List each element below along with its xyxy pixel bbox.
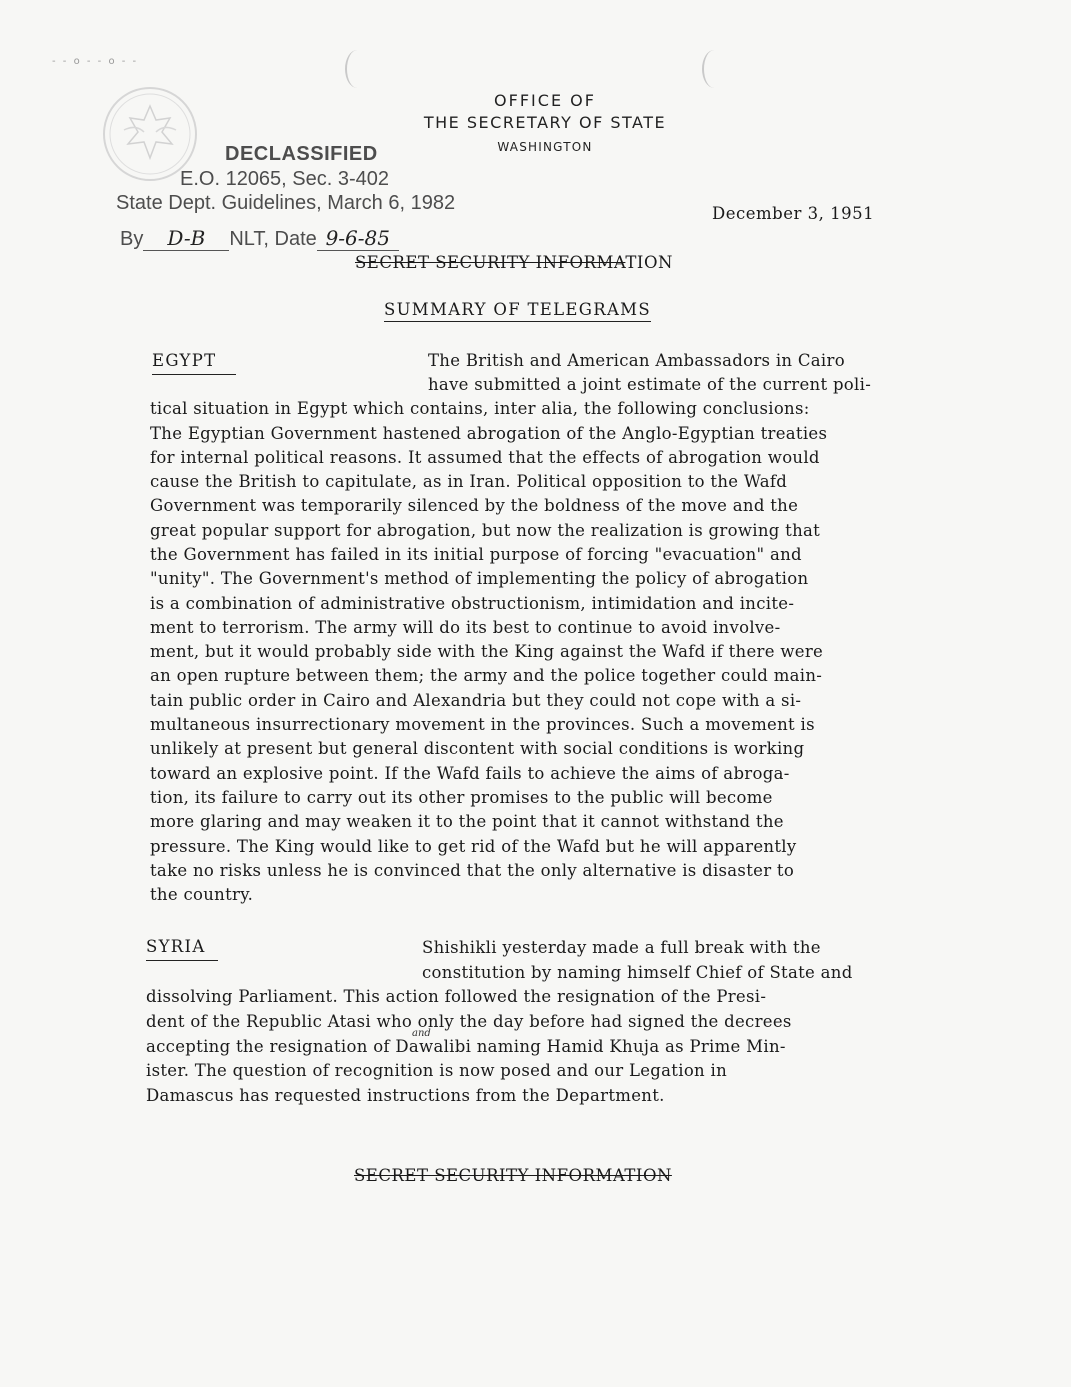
text-line: dent of the Republic Atasi who only the day before had signed the decrees: [146, 1012, 792, 1031]
text-line: accepting the resignation of Dawalibi naming Hamid Khuja as Prime Min-: [146, 1037, 786, 1056]
text-line: Shishikli yesterday made a full break with the: [422, 938, 821, 957]
text-line: is a combination of administrative obstructionism, intimidation and incite-: [150, 594, 795, 613]
text-line: more glaring and may weaken it to the point that it cannot withstand the: [150, 812, 784, 831]
text-line: The British and American Ambassadors in Cairo: [428, 351, 845, 370]
text-line: The Egyptian Government hastened abrogation of the Anglo-Egyptian treaties: [150, 424, 828, 443]
text-line: multaneous insurrectionary movement in the provinces. Such a movement is: [150, 715, 815, 734]
text-line: the Government has failed in its initial purpose of forcing "evacuation" and: [150, 545, 802, 564]
text-line: ment, but it would probably side with the King against the Wafd if there were: [150, 642, 824, 661]
section-heading-syria: SYRIA: [146, 937, 218, 961]
text-line: cause the British to capitulate, as in Iran. Political opposition to the Wafd: [150, 472, 788, 491]
stamp-by-initials: D-B: [143, 226, 229, 251]
document-date: December 3, 1951: [712, 204, 875, 223]
text-line: take no risks unless he is convinced that the only alternative is disaster to: [150, 861, 795, 880]
text-line: Damascus has requested instructions from the Department.: [146, 1086, 665, 1105]
stamp-by-label: By: [120, 228, 144, 250]
letterhead-secretary: THE SECRETARY OF STATE: [423, 113, 667, 132]
handwritten-insert: and: [412, 1028, 431, 1039]
classification-top: [355, 253, 673, 272]
text-line: great popular support for abrogation, but now the realization is growing that: [150, 521, 821, 540]
text-line: the country.: [150, 885, 254, 904]
stamp-signoff: [120, 226, 399, 251]
punch-hole-left: [345, 50, 369, 88]
text-line: for internal political reasons. It assumed that the effects of abrogation would: [150, 448, 820, 467]
text-line: pressure. The King would like to get rid of the Wafd but he will apparently: [150, 837, 797, 856]
text-line: ment to terrorism. The army will do its best to continue to avoid involve-: [150, 618, 781, 637]
punch-hole-right: [702, 50, 726, 88]
text-line: "unity". The Government's method of implementing the policy of abrogation: [150, 569, 809, 588]
text-line: tion, its failure to carry out its other promises to the public will become: [150, 788, 773, 807]
stamp-nlt-label: NLT, Date: [229, 228, 317, 250]
letterhead-city: WASHINGTON: [497, 140, 593, 154]
edge-marks: - - o - - o - -: [52, 56, 139, 67]
stamp-date-value: 9-6-85: [317, 226, 399, 251]
stamp-guidelines: State Dept. Guidelines, March 6, 1982: [116, 192, 456, 214]
classification-top-tail: TION: [625, 253, 673, 272]
text-line: dissolving Parliament. This action followed the resignation of the Presi-: [146, 987, 767, 1006]
section-heading-egypt: EGYPT: [152, 351, 236, 375]
text-line: ister. The question of recognition is now posed and our Legation in: [146, 1061, 728, 1080]
text-line: tain public order in Cairo and Alexandria but they could not cope with a si-: [150, 691, 802, 710]
text-line: unlikely at present but general discontent with social conditions is working: [150, 739, 805, 758]
classification-bottom-struck: SECRET SECURITY INFORMATION: [354, 1166, 672, 1185]
text-line: Government was temporarily silenced by the boldness of the move and the: [150, 496, 799, 515]
text-line: toward an explosive point. If the Wafd fails to achieve the aims of abroga-: [150, 764, 790, 783]
letterhead-office: OFFICE OF: [494, 91, 596, 110]
text-line: have submitted a joint estimate of the current poli-: [428, 375, 872, 394]
text-line: an open rupture between them; the army and the police together could main-: [150, 666, 823, 685]
letterhead: [400, 90, 690, 160]
text-line: tical situation in Egypt which contains, inter alia, the following conclusions:: [150, 399, 810, 418]
text-line: constitution by naming himself Chief of State and: [422, 963, 853, 982]
stamp-heading: DECLASSIFIED: [225, 143, 378, 165]
page-title: SUMMARY OF TELEGRAMS: [384, 300, 651, 322]
classification-bottom: [354, 1166, 672, 1185]
classification-top-struck: SECRET SECURITY INFORMA: [355, 253, 626, 272]
stamp-authority: E.O. 12065, Sec. 3-402: [180, 168, 390, 190]
